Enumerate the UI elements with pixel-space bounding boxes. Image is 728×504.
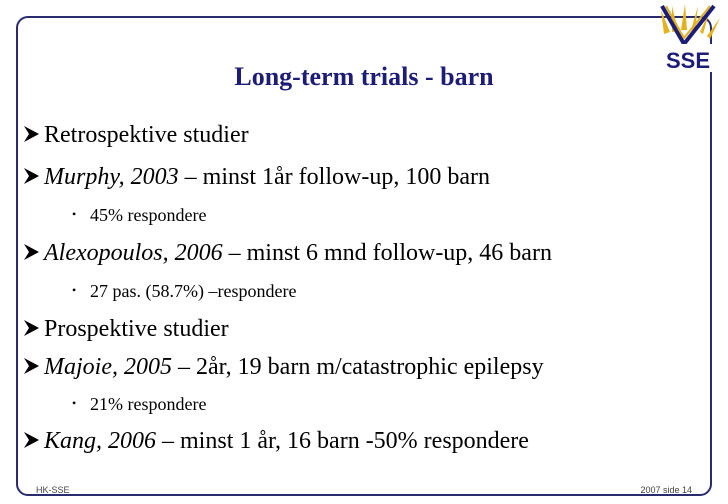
bullet-item <box>22 238 552 268</box>
slide-title: Long-term trials - barn <box>234 62 494 91</box>
arrow-bullet-icon <box>22 431 40 449</box>
sub-bullet-text: 45% respondere <box>90 205 207 225</box>
study-citation: Murphy, 2003 <box>44 164 179 190</box>
sub-bullet-item <box>72 202 206 227</box>
footer-page-number: 2007 side 14 <box>640 485 692 495</box>
footer-left: HK-SSE <box>36 485 70 495</box>
bullet-text: Prospektive studier <box>44 316 229 342</box>
bullet-text: – minst 1år follow-up, 100 barn <box>178 164 490 190</box>
bullet-text: – minst 6 mnd follow-up, 46 barn <box>222 240 552 266</box>
arrow-bullet-icon <box>22 357 40 375</box>
bullet-text: Retrospektive studier <box>44 122 249 148</box>
bullet-item <box>22 120 249 150</box>
sub-bullet-item <box>72 391 206 416</box>
arrow-bullet-icon <box>22 319 40 337</box>
arrow-bullet-icon <box>22 125 40 143</box>
study-citation: Majoie, 2005 <box>44 354 172 380</box>
study-citation: Kang, 2006 <box>44 428 157 454</box>
sub-bullet-text: 27 pas. (58.7%) –respondere <box>90 281 297 301</box>
dot-bullet-icon: • <box>72 283 77 297</box>
bullet-item <box>22 314 229 344</box>
sub-bullet-item <box>72 278 296 303</box>
bullet-item <box>22 426 529 456</box>
study-citation: Alexopoulos, 2006 <box>44 240 223 266</box>
bullet-item <box>22 352 544 382</box>
logo-text: SSE <box>665 48 711 73</box>
arrow-bullet-icon <box>22 243 40 261</box>
bullet-item <box>22 162 490 192</box>
bullet-text: – 2år, 19 barn m/catastrophic epilepsy <box>171 354 544 380</box>
dot-bullet-icon: • <box>72 396 77 410</box>
bullet-text: – minst 1 år, 16 barn -50% respondere <box>156 428 529 454</box>
arrow-bullet-icon <box>22 167 40 185</box>
dot-bullet-icon: • <box>72 207 77 221</box>
sub-bullet-text: 21% respondere <box>90 394 207 414</box>
